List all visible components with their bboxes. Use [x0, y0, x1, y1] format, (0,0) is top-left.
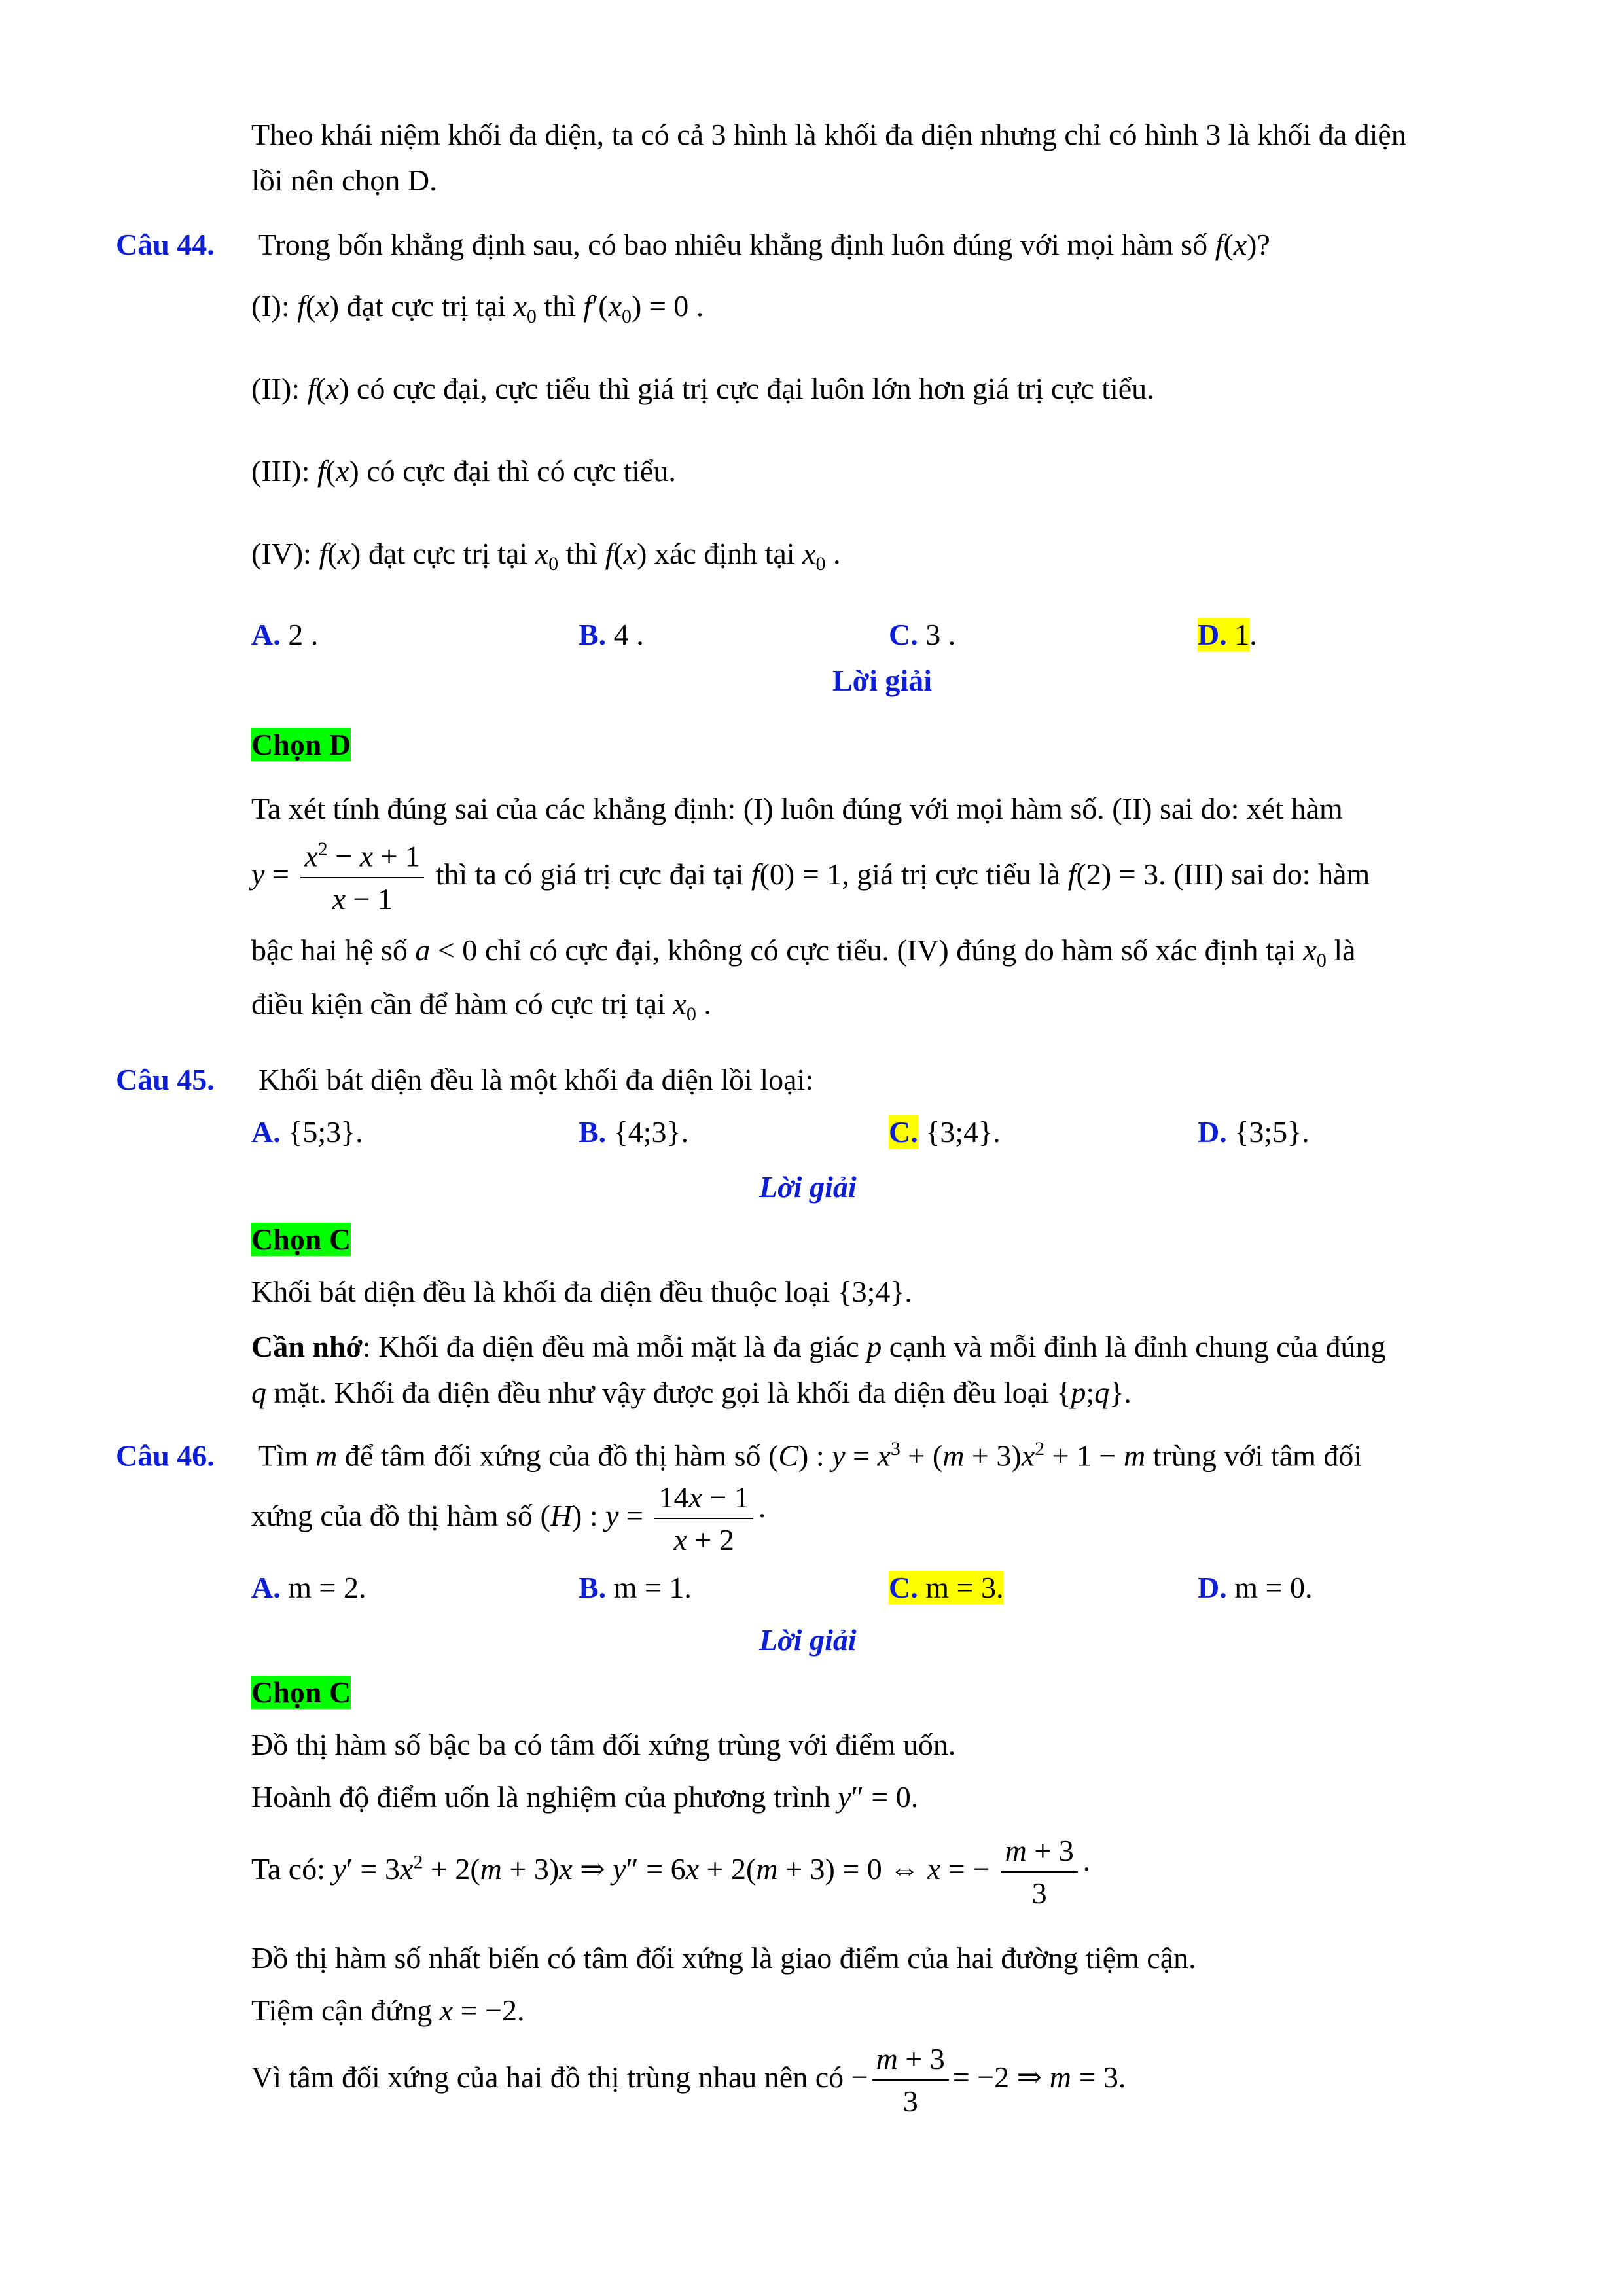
solution-line-6: Vì tâm đối xứng của hai đồ thị trùng nhau nên có − $\frac{m + 3}{3}$ = −2 ⇒ m = 3. — [251, 2042, 1126, 2119]
solution-title: Lời giải — [759, 1170, 857, 1204]
option-a[interactable]: A. {5;3}. — [251, 1115, 363, 1149]
statement-4: (IV): f(x) đạt cực trị tại $x_0$ thì f(x) xác định tại $x_0$ . — [251, 537, 841, 575]
option-c-correct[interactable]: C. m = 3. — [889, 1571, 1004, 1604]
question-46: Câu 46. Tìm m để tâm đối xứng của đồ thị hàm số (C) : $y = x^3 + (m + 3)x^2 + 1 - m$ trùng với tâm đối — [116, 1438, 1363, 1473]
option-a[interactable]: A. m = 2. — [251, 1571, 366, 1604]
intro-line-1: Theo khái niệm khối đa diện, ta có cả 3 hình là khối đa diện nhưng chỉ có hình 3 là khối đa diện — [251, 118, 1406, 151]
remember-note-line-1: Cần nhớ: Khối đa diện đều mà mỗi mặt là đa giác p cạnh và mỗi đỉnh là đỉnh chung của đúng — [251, 1330, 1386, 1363]
solution-title: Lời giải — [832, 664, 932, 697]
option-b[interactable]: B. 4 . — [579, 618, 644, 651]
question-stem: Trong bốn khẳng định sau, có bao nhiêu khẳng định luôn đúng với mọi hàm số — [257, 228, 1208, 261]
option-b[interactable]: B. m = 1. — [579, 1571, 692, 1604]
solution-line-1: Khối bát diện đều là khối đa diện đều thuộc loại {3;4}. — [251, 1275, 912, 1308]
statement-2: (II): f(x) có cực đại, cực tiểu thì giá trị cực đại luôn lớn hơn giá trị cực tiểu. — [251, 372, 1154, 405]
solution-line-1: Đồ thị hàm số bậc ba có tâm đối xứng trùng với điểm uốn. — [251, 1728, 956, 1761]
solution-line-1: Ta xét tính đúng sai của các khẳng định: (I) luôn đúng với mọi hàm số. (II) sai do: xét hàm — [251, 792, 1343, 825]
option-c-correct[interactable]: C. {3;4}. — [889, 1115, 1001, 1149]
option-c[interactable]: C. 3 . — [889, 618, 956, 651]
solution-line-3: bậc hai hệ số a < 0 chỉ có cực đại, không có cực tiểu. (IV) đúng do hàm số xác định tại $x_0$ là — [251, 933, 1356, 972]
option-b[interactable]: B. {4;3}. — [579, 1115, 689, 1149]
chosen-answer: Chọn C — [251, 1676, 351, 1709]
solution-line-2: Hoành độ điểm uốn là nghiệm của phương trình y″ = 0. — [251, 1780, 919, 1814]
question-45 — [116, 1062, 813, 1098]
question-label: Câu 45. — [116, 1063, 215, 1096]
solution-title: Lời giải — [759, 1623, 857, 1657]
statement-3: (III): f(x) có cực đại thì có cực tiểu. — [251, 454, 676, 488]
option-d[interactable]: D. {3;5}. — [1198, 1115, 1310, 1149]
option-a[interactable]: A. 2 . — [251, 618, 319, 651]
option-d[interactable]: D. m = 0. — [1198, 1571, 1313, 1604]
solution-line-4: điều kiện cần để hàm có cực trị tại $x_0$ . — [251, 987, 711, 1026]
solution-line-5: Tiệm cận đứng x = −2. — [251, 1994, 525, 2027]
statement-1: (I): f(x) đạt cực trị tại $x_0$ thì $f'(x_0) = 0$ . — [251, 289, 704, 328]
question-44: Câu 44. Trong bốn khẳng định sau, có bao nhiêu khẳng định luôn đúng với mọi hàm số f(x)? — [116, 228, 1270, 261]
chosen-answer: Chọn C — [251, 1223, 351, 1256]
chosen-answer: Chọn D — [251, 728, 351, 761]
question-label: Câu 46. — [116, 1439, 215, 1473]
question-46-line-2: xứng của đồ thị hàm số (H) : y = $\frac{14x - 1}{x + 2}$ · — [251, 1480, 768, 1557]
solution-line-4: Đồ thị hàm số nhất biến có tâm đối xứng là giao điểm của hai đường tiệm cận. — [251, 1941, 1196, 1975]
option-d-correct[interactable]: D. 1. — [1198, 618, 1257, 651]
remember-note-line-2: q mặt. Khối đa diện đều như vậy được gọi là khối đa diện đều loại {p;q}. — [251, 1376, 1132, 1409]
question-label: Câu 44. — [116, 228, 215, 261]
intro-line-2: lồi nên chọn D. — [251, 164, 437, 197]
solution-line-3: Ta có: $y' = 3x^2 + 2(m + 3)x$ ⇒ y″ = 6x + 2(m + 3) = 0 ⇔ x = − $\frac{m + 3}{3}$ · — [251, 1834, 1092, 1910]
question-stem: Khối bát diện đều là một khối đa diện lồi loại: — [258, 1063, 814, 1096]
solution-line-2: y = $\frac{x^2 - x + 1}{x - 1}$ thì ta có giá trị cực đại tại f(0) = 1, giá trị cực tiểu là f(2) = 3. (III) sai do: hàm — [251, 838, 1370, 916]
